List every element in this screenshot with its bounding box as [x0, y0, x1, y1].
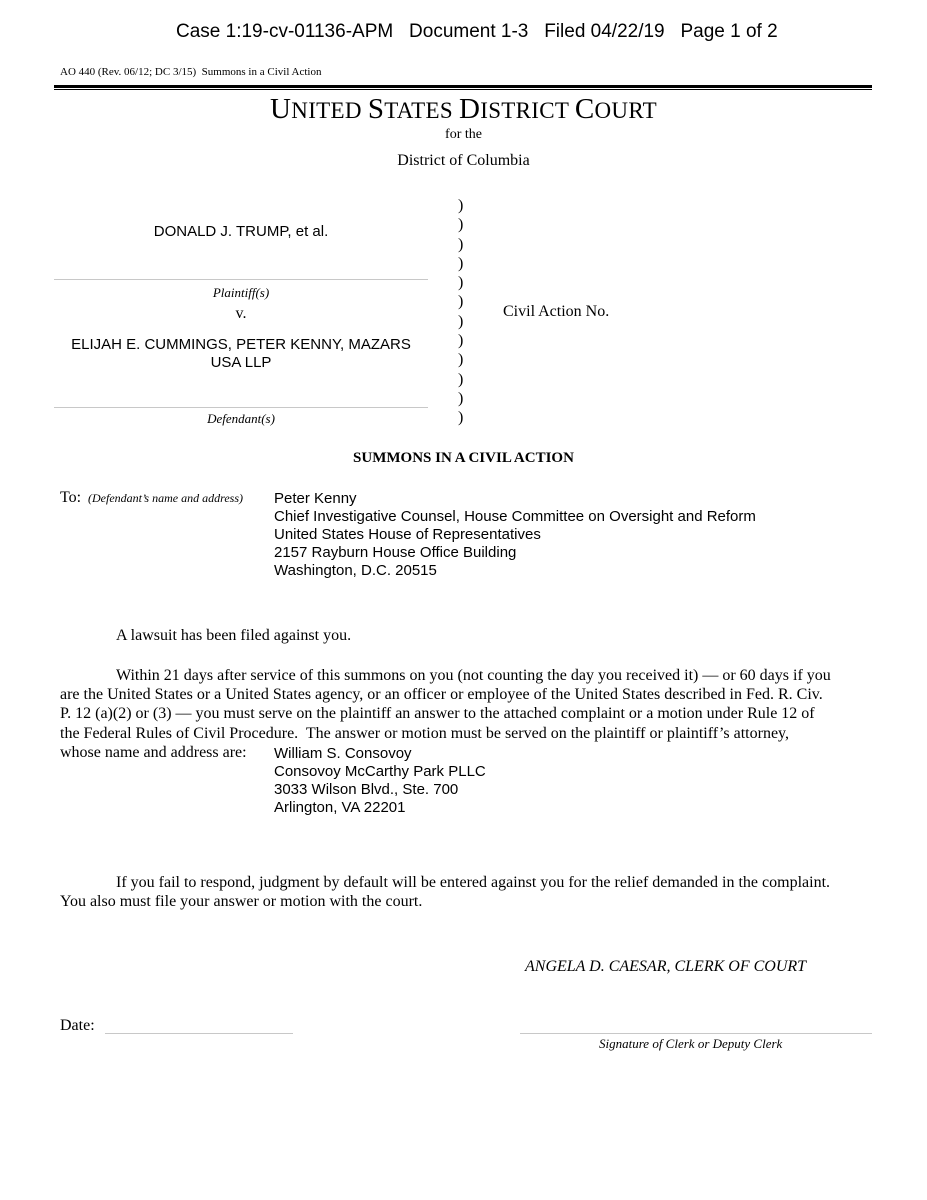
- default-judgment-paragraph: [60, 873, 830, 911]
- attorney-line: Consovoy McCarthy Park PLLC: [274, 763, 486, 780]
- address-line: United States House of Representatives: [274, 526, 541, 543]
- date-label: Date:: [60, 1017, 95, 1034]
- civil-action-label: Civil Action No.: [503, 303, 610, 320]
- caption-parentheses: ) ) ) ) ) ) ) ) ) ) ) ): [458, 197, 464, 427]
- to-hint: (Defendant’s name and address): [88, 491, 243, 505]
- for-the: for the: [445, 127, 482, 142]
- paragraph-line: Within 21 days after service of this summons on you (not counting the day you received it) — or 60 days if you: [116, 667, 831, 684]
- paragraph-line: You also must file your answer or motion with the court.: [60, 893, 423, 911]
- signature-line: [520, 1033, 872, 1034]
- defendant-label: Defendant(s): [207, 411, 275, 426]
- address-line: Peter Kenny: [274, 490, 357, 507]
- attorney-line: Arlington, VA 22201: [274, 799, 406, 816]
- attorney-line: William S. Consovoy: [274, 745, 412, 762]
- versus: v.: [235, 305, 247, 322]
- attorney-line: 3033 Wilson Blvd., Ste. 700: [274, 781, 459, 798]
- plaintiff-label: Plaintiff(s): [212, 285, 270, 300]
- attorney-address: [274, 745, 486, 817]
- district-name: District of Columbia: [397, 152, 530, 169]
- defendant-address: [274, 490, 756, 580]
- paragraph-line: If you fail to respond, judgment by default will be entered against you for the relief demanded in the complaint.: [116, 874, 831, 891]
- address-line: Washington, D.C. 20515: [274, 562, 437, 579]
- signature-label: Signature of Clerk or Deputy Clerk: [599, 1036, 783, 1051]
- defendant-name-line-2: USA LLP: [210, 354, 272, 371]
- address-line: Chief Investigative Counsel, House Committee on Oversight and Reform: [274, 508, 756, 525]
- paragraph-line: P. 12 (a)(2) or (3) — you must serve on the plaintiff an answer to the attached complaint or a motion under Rule 12 of: [60, 705, 815, 723]
- case-header: Case 1:19-cv-01136-APM Document 1-3 Filed 04/22/19 Page 1 of 2: [176, 21, 778, 42]
- court-title: UNITED STATES DISTRICT COURT: [270, 93, 657, 125]
- paragraph-line: whose name and address are:: [60, 743, 247, 761]
- form-identifier: AO 440 (Rev. 06/12; DC 3/15) Summons in a Civil Action: [60, 66, 322, 78]
- clerk-name: ANGELA D. CAESAR, CLERK OF COURT: [525, 958, 807, 975]
- header-double-rule: [54, 85, 872, 90]
- paragraph-line: are the United States or a United States agency, or an officer or employee of the United States described in Fed. R. Civ.: [60, 686, 823, 704]
- lawsuit-notice: A lawsuit has been filed against you.: [116, 627, 352, 644]
- plaintiff-name: DONALD J. TRUMP, et al.: [153, 223, 329, 240]
- paragraph-line: the Federal Rules of Civil Procedure. The answer or motion must be served on the plaintiff or plaintiff’s attorney,: [60, 724, 790, 742]
- defendant-name: [54, 336, 428, 372]
- to-label: To:: [60, 489, 82, 506]
- defendant-rule: [54, 407, 428, 408]
- date-field-line: [105, 1033, 293, 1034]
- defendant-name-line-1: ELIJAH E. CUMMINGS, PETER KENNY, MAZARS: [71, 336, 411, 353]
- address-line: 2157 Rayburn House Office Building: [274, 544, 517, 561]
- summons-heading: SUMMONS IN A CIVIL ACTION: [353, 450, 574, 466]
- plaintiff-rule: [54, 279, 428, 280]
